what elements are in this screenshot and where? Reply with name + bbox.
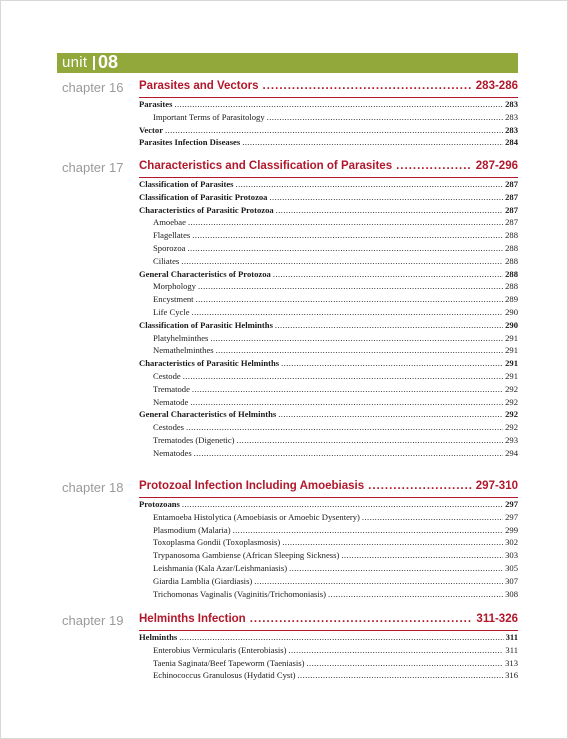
entry-page-number: 287 (505, 217, 518, 228)
chapter-divider (139, 97, 518, 98)
chapter-divider (139, 630, 518, 631)
toc-section-entry[interactable] (139, 320, 518, 333)
toc-subsection-entry[interactable] (139, 243, 518, 256)
toc-subsection-entry[interactable] (139, 345, 518, 358)
unit-divider (93, 56, 95, 70)
toc-section-entry[interactable] (139, 632, 518, 645)
toc-subsection-entry[interactable] (139, 397, 518, 410)
toc-section-entry[interactable] (139, 269, 518, 282)
entry-text: Helminths (139, 632, 178, 642)
chapter-divider (139, 177, 518, 178)
toc-subsection-entry[interactable] (139, 217, 518, 230)
dot-leader (188, 217, 503, 227)
entry-page-number: 292 (505, 422, 518, 433)
toc-subsection-entry[interactable] (139, 550, 518, 563)
entry-page-number: 284 (505, 137, 518, 148)
dot-leader (275, 320, 503, 330)
entry-text: Leishmania (Kala Azar/Leishmaniasis) (153, 562, 288, 573)
toc-section-entry[interactable] (139, 192, 518, 205)
toc-section-entry[interactable] (139, 125, 518, 138)
entry-text: Trypanosoma Gambiense (African Sleeping Sickness) (153, 550, 340, 561)
entry-text: Sporozoa (153, 242, 186, 253)
entry-page-number: 297 (505, 499, 518, 509)
toc-subsection-entry[interactable] (139, 670, 518, 683)
entry-text: Important Terms of Parasitology (153, 111, 265, 122)
dot-leader (210, 333, 503, 343)
dot-leader (281, 358, 503, 368)
entry-list (139, 179, 518, 461)
entry-text: Plasmodium (Malaria) (153, 524, 231, 535)
entry-page-number: 288 (505, 255, 518, 266)
toc-subsection-entry[interactable] (139, 256, 518, 269)
entry-text: General Characteristics of Helminths (139, 409, 277, 420)
toc-subsection-entry[interactable] (139, 512, 518, 525)
toc-subsection-entry[interactable] (139, 645, 518, 658)
dot-leader (183, 371, 503, 381)
entry-text: Nematode (153, 396, 189, 407)
entry-list (139, 632, 518, 683)
entry-page-number: 287 (505, 204, 518, 215)
entry-page-number: 297 (505, 511, 518, 522)
entry-text: Morphology (153, 281, 196, 292)
dot-leader (368, 480, 472, 492)
toc-subsection-entry[interactable] (139, 112, 518, 125)
dot-leader (362, 512, 503, 522)
toc-section-entry[interactable] (139, 205, 518, 218)
entry-text: Echinococcus Granulosus (Hydatid Cyst) (153, 670, 296, 681)
entry-page-number: 288 (505, 230, 518, 241)
entry-page-number: 311 (505, 632, 518, 642)
dot-leader (328, 589, 503, 599)
dot-leader (278, 409, 503, 419)
dot-leader (396, 160, 472, 172)
entry-page-number: 305 (505, 562, 518, 573)
toc-subsection-entry[interactable] (139, 307, 518, 320)
chapter-divider (139, 497, 518, 498)
toc-subsection-entry[interactable] (139, 525, 518, 538)
entry-text: Cestodes (153, 422, 185, 433)
entry-text: Amoebae (153, 217, 186, 228)
entry-page-number: 291 (505, 358, 518, 369)
entry-page-number: 316 (505, 670, 518, 681)
toc-subsection-entry[interactable] (139, 537, 518, 550)
chapter-label: chapter 16 (62, 80, 124, 95)
toc-section-entry[interactable] (139, 409, 518, 422)
dot-leader (190, 397, 503, 407)
chapter-label: chapter 19 (62, 613, 124, 628)
dot-leader (267, 112, 503, 122)
dot-leader (282, 537, 503, 547)
entry-text: Enterobius Vermicularis (Enterobiasis) (153, 644, 287, 655)
chapter-title-row[interactable] (139, 480, 518, 496)
dot-leader (192, 307, 504, 317)
dot-leader (289, 563, 503, 573)
dot-leader (179, 632, 503, 642)
chapter-title-row[interactable] (139, 613, 518, 629)
chapter-page-range: 287-296 (475, 160, 518, 172)
entry-page-number: 291 (505, 332, 518, 343)
entry-page-number: 290 (505, 306, 518, 317)
dot-leader (233, 525, 504, 535)
chapter-label: chapter 18 (62, 480, 124, 495)
entry-page-number: 311 (505, 644, 518, 655)
entry-text: Encystment (153, 294, 194, 305)
entry-text: Parasites (139, 99, 173, 109)
entry-text: Nemathelminthes (153, 345, 214, 356)
toc-section-entry[interactable] (139, 137, 518, 150)
entry-text: Protozoans (139, 499, 180, 509)
toc-subsection-entry[interactable] (139, 333, 518, 346)
entry-page-number: 299 (505, 524, 518, 535)
entry-page-number: 290 (505, 319, 518, 330)
entry-text: Parasites Infection Diseases (139, 137, 241, 148)
chapter-title: Parasites and Vectors (139, 80, 259, 92)
dot-leader (181, 256, 503, 266)
unit-number: 08 (98, 52, 119, 72)
entry-page-number: 283 (505, 111, 518, 122)
chapter-title: Characteristics and Classification of Parasites (139, 160, 393, 172)
entry-text: Characteristics of Parasitic Helminths (139, 358, 280, 369)
toc-subsection-entry[interactable] (139, 281, 518, 294)
entry-page-number: 283 (505, 99, 518, 109)
dot-leader (174, 99, 503, 109)
entry-text: Platyhelminthes (153, 332, 209, 343)
dot-leader (298, 670, 504, 680)
entry-text: Giardia Lamblia (Giardiasis) (153, 575, 253, 586)
entry-text: Ciliates (153, 255, 180, 266)
entry-text: Toxoplasma Gondii (Toxoplasmosis) (153, 537, 281, 548)
entry-text: Nematodes (153, 447, 192, 458)
entry-text: Trematode (153, 383, 190, 394)
dot-leader (192, 230, 503, 240)
toc-subsection-entry[interactable] (139, 384, 518, 397)
chapter-label: chapter 17 (62, 160, 124, 175)
dot-leader (276, 205, 503, 215)
dot-leader (216, 345, 503, 355)
toc-subsection-entry[interactable] (139, 589, 518, 602)
entry-page-number: 308 (505, 588, 518, 599)
dot-leader (194, 448, 503, 458)
dot-leader (165, 125, 503, 135)
entry-text: General Characteristics of Protozoa (139, 268, 271, 279)
dot-leader (263, 80, 472, 92)
entry-page-number: 288 (505, 242, 518, 253)
chapter-page-range: 297-310 (475, 480, 518, 492)
chapter-title-row[interactable] (139, 80, 518, 96)
entry-text: Cestode (153, 370, 181, 381)
entry-page-number: 292 (505, 409, 518, 420)
entry-page-number: 302 (505, 537, 518, 548)
dot-leader (254, 576, 503, 586)
dot-leader (237, 435, 504, 445)
entry-page-number: 307 (505, 575, 518, 586)
toc-subsection-entry[interactable] (139, 448, 518, 461)
dot-leader (273, 269, 503, 279)
entry-page-number: 292 (505, 383, 518, 394)
chapter-title: Helminths Infection (139, 613, 246, 625)
toc-subsection-entry[interactable] (139, 658, 518, 671)
unit-label: unit (62, 54, 88, 71)
entry-page-number: 293 (505, 434, 518, 445)
toc-subsection-entry[interactable] (139, 576, 518, 589)
toc-subsection-entry[interactable] (139, 371, 518, 384)
entry-list (139, 99, 518, 150)
entry-page-number: 287 (505, 191, 518, 202)
dot-leader (250, 613, 473, 625)
dot-leader (269, 192, 503, 202)
entry-page-number: 303 (505, 550, 518, 561)
entry-text: Flagellates (153, 230, 191, 241)
entry-page-number: 313 (505, 657, 518, 668)
toc-section-entry[interactable] (139, 99, 518, 112)
entry-text: Classification of Parasitic Protozoa (139, 191, 268, 202)
entry-page-number: 283 (505, 124, 518, 135)
dot-leader (236, 179, 504, 189)
entry-text: Characteristics of Parasitic Protozoa (139, 204, 274, 215)
toc-subsection-entry[interactable] (139, 294, 518, 307)
chapter-title-row[interactable] (139, 160, 518, 176)
entry-text: Classification of Parasites (139, 179, 234, 189)
chapter-title: Protozoal Infection Including Amoebiasis (139, 480, 365, 492)
dot-leader (341, 550, 503, 560)
chapter-page-range: 311-326 (476, 613, 518, 625)
entry-text: Classification of Parasitic Helminths (139, 319, 273, 330)
entry-page-number: 294 (505, 447, 518, 458)
entry-text: Trematodes (Digenetic) (153, 434, 235, 445)
entry-text: Vector (139, 124, 164, 135)
entry-page-number: 292 (505, 396, 518, 407)
toc-section-entry[interactable] (139, 358, 518, 371)
dot-leader (187, 243, 503, 253)
entry-list (139, 499, 518, 601)
toc-subsection-entry[interactable] (139, 563, 518, 576)
entry-page-number: 287 (505, 179, 518, 189)
entry-page-number: 289 (505, 294, 518, 305)
dot-leader (242, 137, 503, 147)
toc-subsection-entry[interactable] (139, 435, 518, 448)
dot-leader (192, 384, 503, 394)
entry-text: Entamoeba Histolytica (Amoebiasis or Amoebic Dysentery) (153, 511, 360, 522)
entry-page-number: 288 (505, 268, 518, 279)
toc-section-entry[interactable] (139, 179, 518, 192)
toc-subsection-entry[interactable] (139, 422, 518, 435)
dot-leader (306, 658, 503, 668)
dot-leader (182, 499, 503, 509)
entry-text: Trichomonas Vaginalis (Vaginitis/Trichomoniasis) (153, 588, 326, 599)
chapter-page-range: 283-286 (475, 80, 518, 92)
entry-text: Taenia Saginata/Beef Tapeworm (Taeniasis) (153, 657, 305, 668)
entry-page-number: 288 (505, 281, 518, 292)
dot-leader (289, 645, 504, 655)
dot-leader (198, 281, 503, 291)
toc-section-entry[interactable] (139, 499, 518, 512)
entry-page-number: 291 (505, 345, 518, 356)
dot-leader (186, 422, 503, 432)
unit-banner (57, 53, 518, 73)
entry-page-number: 291 (505, 370, 518, 381)
toc-subsection-entry[interactable] (139, 230, 518, 243)
dot-leader (196, 294, 504, 304)
entry-text: Life Cycle (153, 306, 190, 317)
